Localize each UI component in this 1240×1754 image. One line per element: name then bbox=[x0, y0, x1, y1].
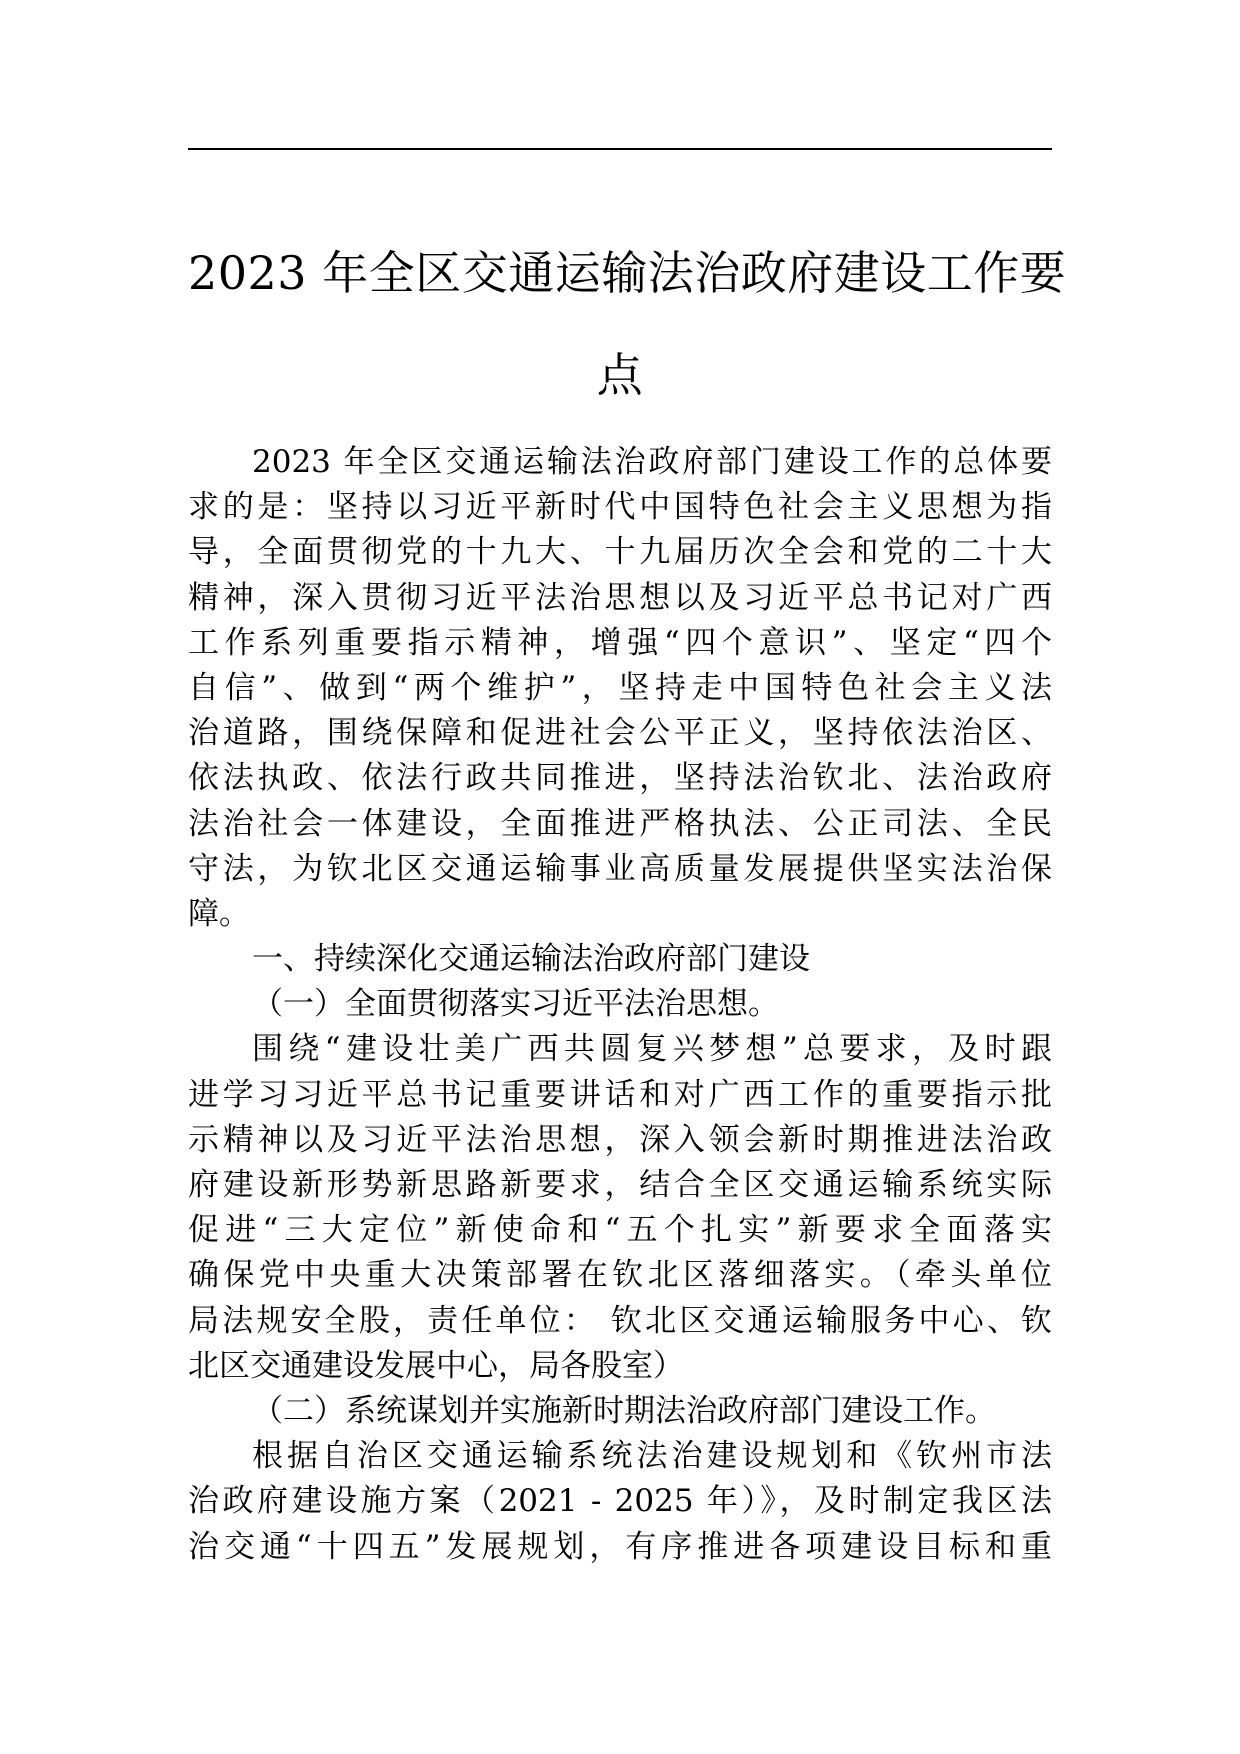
body-text-line: 障。 bbox=[188, 895, 250, 932]
body-text-line: 精神，深入贯彻习近平法治思想以及习近平总书记对广西 bbox=[188, 579, 1052, 616]
body-text-line: 导，全面贯彻党的十九大、十九届历次全会和党的二十大 bbox=[188, 534, 1052, 571]
body-text-line: 求的是：坚持以习近平新时代中国特色社会主义思想为指 bbox=[188, 489, 1052, 526]
body-text-line: 示精神以及习近平法治思想，深入领会新时期推进法治政 bbox=[188, 1121, 1052, 1158]
body-text-line: 自信”、做到“两个维护”，坚持走中国特色社会主义法 bbox=[188, 669, 1052, 706]
body-text-line: 法治社会一体建设，全面推进严格执法、公正司法、全民 bbox=[188, 805, 1052, 842]
body-text-line: 守法，为钦北区交通运输事业高质量发展提供坚实法治保 bbox=[188, 850, 1052, 887]
body-text-line: 确保党中央重大决策部署在钦北区落细落实。（牵头单位 bbox=[188, 1257, 1052, 1294]
body-text-line: 促进“三大定位”新使命和“五个扎实”新要求全面落实 bbox=[188, 1212, 1052, 1249]
title-line-1: 2023 年全区交通运输法治政府建设工作要 bbox=[188, 246, 1067, 300]
body-text-line: （二）系统谋划并实施新时期法治政府部门建设工作。 bbox=[252, 1392, 996, 1429]
body-text-line: 治政府建设施方案（2021 - 2025 年）》，及时制定我区法 bbox=[188, 1483, 1052, 1520]
body-text-line: 府建设新形势新思路新要求，结合全区交通运输系统实际 bbox=[188, 1167, 1052, 1203]
body-text-line: 进学习习近平总书记重要讲话和对广西工作的重要指示批 bbox=[188, 1076, 1052, 1113]
body-text-line: 根据自治区交通运输系统法治建设规划和《钦州市法 bbox=[252, 1438, 1052, 1475]
body-text-line: 2023 年全区交通运输法治政府部门建设工作的总体要 bbox=[252, 444, 1052, 480]
title-line-2: 点 bbox=[596, 348, 644, 402]
document-title bbox=[188, 222, 1067, 426]
body-text-line: 工作系列重要指示精神，增强“四个意识”、坚定“四个 bbox=[188, 624, 1052, 661]
header-rule bbox=[188, 148, 1052, 150]
body-text-line: 北区交通建设发展中心，局各股室） bbox=[188, 1347, 684, 1384]
body-text-line: （一）全面贯彻落实习近平法治思想。 bbox=[252, 986, 779, 1023]
body-text-line: 治交通“十四五”发展规划，有序推进各项建设目标和重 bbox=[188, 1528, 1052, 1565]
body-text-line: 依法执政、依法行政共同推进，坚持法治钦北、法治政府 bbox=[188, 760, 1052, 797]
document-body bbox=[188, 440, 1052, 1570]
body-text-line: 治道路，围绕保障和促进社会公平正义，坚持依法治区、 bbox=[188, 715, 1052, 752]
body-text-line: 围绕“建设壮美广西共圆复兴梦想”总要求，及时跟 bbox=[252, 1031, 1052, 1068]
body-text-line: 一、持续深化交通运输法治政府部门建设 bbox=[252, 941, 810, 978]
body-text-line: 局法规安全股，责任单位： 钦北区交通运输服务中心、钦 bbox=[188, 1302, 1052, 1339]
